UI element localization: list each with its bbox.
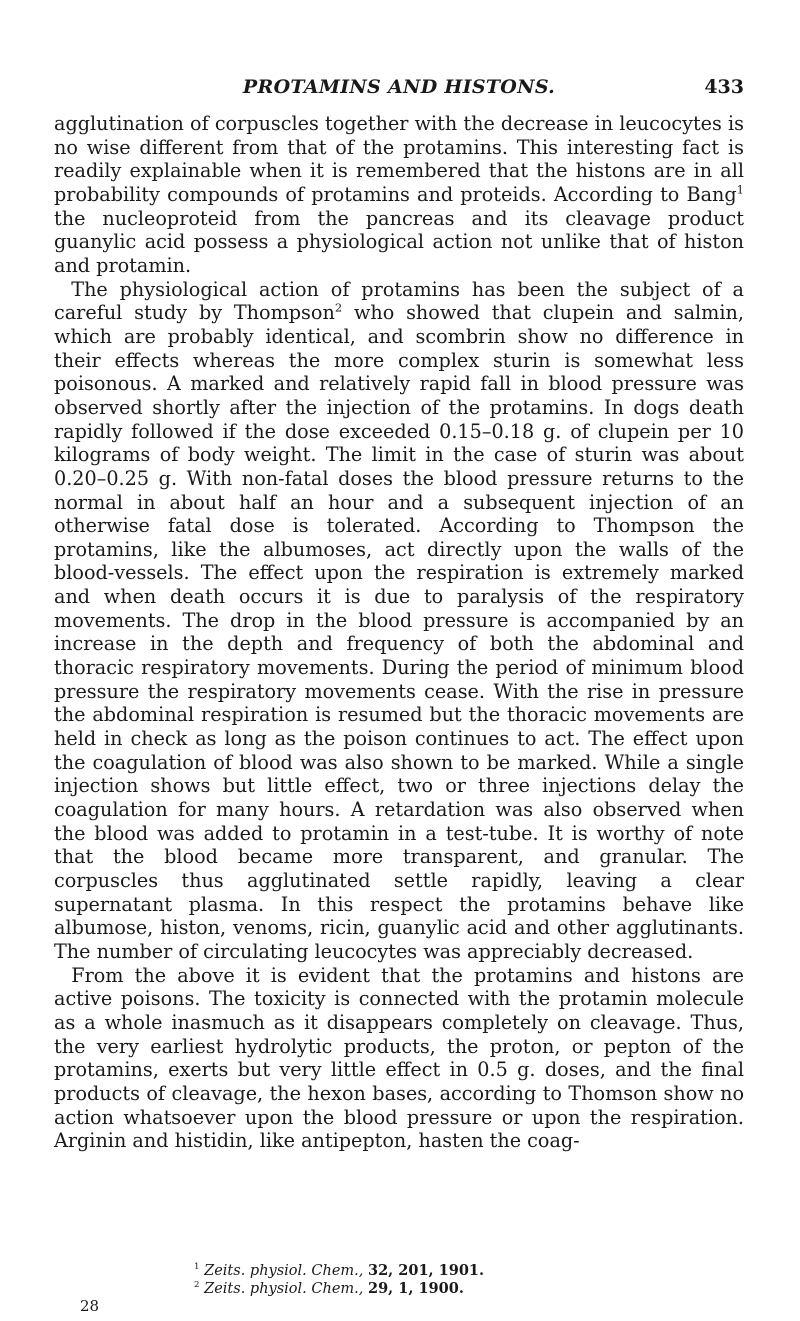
paragraph: [54, 964, 744, 1153]
footnote-reference: 32, 201, 1901.: [368, 1262, 485, 1279]
footnote-mark: 2: [194, 1280, 200, 1291]
footnote-reference-mark: 2: [334, 300, 343, 315]
paragraph: [54, 278, 744, 964]
paragraph-text: who showed that clupein and salmin, which are probably identical, and scombrin show no difference in their effects whereas the more complex sturin is somewhat less poisonous. A marked and relatively rapid fall in blood pressure was observed shortly after the injection of the protamins. In dogs death rapidly followed if the dose exceeded 0.15–0.18 g. of clupein per 10 kilograms of body weight. The limit in the case of sturin was about 0.20–0.25 g. With non-fatal doses the blood pressure returns to the normal in about half an hour and a subsequent injection of an otherwise fatal dose is tolerated. According to Thompson the protamins, like the albumoses, act directly upon the walls of the blood-vessels. The effect upon the respiration is extremely marked and when death occurs it is due to paralysis of the respiratory movements. The drop in the blood pressure is accompanied by an increase in the depth and frequency of both the abdominal and thoracic respiratory movements. During the period of minimum blood pressure the respiratory movements cease. With the rise in pressure the abdominal respiration is resumed but the thoracic movements are held in check as long as the poison continues to act. The effect upon the coagulation of blood was also shown to be marked. While a single injection shows but little effect, two or three injections delay the coagulation for many hours. A retardation was also observed when the blood was added to protamin in a test-tube. It is worthy of note that the blood became more transparent, and granular. The corpuscles thus agglutinated settle rapidly, leaving a clear supernatant plasma. In this respect the protamins behave like albumose, histon, venoms, ricin, guanylic acid and other agglutinants. The number of circulating leucocytes was appreciably decreased.: [54, 301, 744, 963]
footnote-reference: 29, 1, 1900.: [368, 1280, 464, 1297]
signature-mark: 28: [80, 1297, 100, 1315]
paragraph-text: The physiological action of protamins has been the subject of a careful study by Thompson: [54, 277, 744, 325]
footnote-journal: Zeits. physiol. Chem.,: [204, 1263, 364, 1279]
footnote-reference-mark: 1: [736, 182, 744, 197]
footnote: [194, 1262, 754, 1280]
paragraph-text: agglutination of corpuscles together with the decrease in leucocytes is no wise different from that of the protamins. This interesting fact is readily explainable when it is remembered that the histons are in all probability compounds of protamins and proteids. According to Bang: [54, 112, 744, 206]
footnotes: [194, 1262, 754, 1298]
body-text: [54, 112, 744, 1153]
paragraph-text: the nucleoproteid from the pancreas and its cleavage product guanylic acid possess a physiological action not unlike that of histon and protamin.: [54, 206, 744, 277]
footnote: [194, 1280, 754, 1298]
page-number: 433: [704, 76, 744, 98]
running-header: [54, 76, 744, 102]
paragraph: [54, 112, 744, 278]
footnote-mark: 1: [194, 1262, 200, 1273]
paragraph-text: From the above it is evident that the protamins and histons are active poisons. The toxicity is connected with the protamin molecule as a whole inasmuch as it disappears completely on cleavage. Thus, the very earliest hydrolytic products, the proton, or pepton of the protamins, exerts but very little effect in 0.5 g. doses, and the final products of cleavage, the hexon bases, according to Thomson show no action whatsoever upon the blood pressure or upon the respiration. Arginin and histidin, like antipepton, hasten the coag-: [54, 963, 744, 1153]
footnote-journal: Zeits. physiol. Chem.,: [204, 1281, 364, 1297]
running-title: PROTAMINS AND HISTONS.: [242, 76, 556, 98]
